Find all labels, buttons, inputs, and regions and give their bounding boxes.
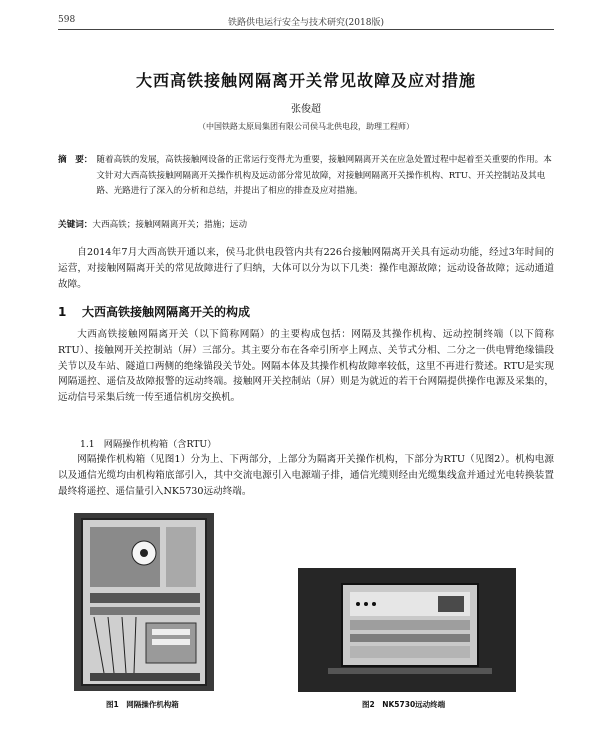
abstract-label: 摘 要： — [58, 155, 93, 165]
section-heading — [58, 303, 554, 320]
intro-paragraph: 自2014年7月大西高铁开通以来，侯马北供电段管内共有226台接触网隔离开关具有远动功能，经过3年时间的运营，对接触网隔离开关的常见故障进行了归纳，大体可以分为以下几类：操作电源故障；远动设备故障；远动通道故障。 — [58, 247, 554, 290]
keywords-label: 关键词： — [58, 220, 93, 230]
section-paragraph-1: 大西高铁接触网隔离开关（以下简称网隔）的主要构成包括：网隔及其操作机构、远动控制终端（以下简称RTU）、接触网开关控制站（屏）三部分。其主要分布在各牵引所亭上网点、关节式分相、二分之一供电臂绝缘锚段关节以及车站、隧道口两侧的绝缘锚段关节处。网隔本体及其操作机构故障率较低，这里不再进行赘述。RTU是实现网隔遥控、遥信及故障报警的远动终端。接触网开关控制站（屏）则是为就近的若干台网隔提供操作电源及采集的，远动信号采集后统一传至通信机房交换机。 — [58, 329, 554, 404]
page-number: 598 — [58, 15, 76, 25]
figure-2-image — [298, 568, 516, 692]
running-header — [58, 13, 554, 29]
keywords — [58, 218, 554, 233]
abstract — [58, 153, 554, 200]
section-paragraph-2: 网隔操作机构箱（见图1）分为上、下两部分，上部分为隔离开关操作机构，下部分为RTU（见图2）。机构电源以及通信光缆均由机构箱底部引入，其中交流电源引入电源端子排，通信光缆则经由光缆集线盒并通过光电转换装置最终将遥控、遥信量引入NK5730远动终端。 — [58, 454, 554, 497]
abstract-text: 随着高铁的发展，高铁接触网设备的正常运行变得尤为重要，接触网隔离开关在应急处置过程中起着至关重要的作用。本文针对大西高铁接触网隔离开关操作机构及远动部分常见故障，对接触网隔离开关操作机构、RTU、开关控制站及其电路、光路进行了深入的分析和总结，并提出了相应的排查及应对措施。 — [96, 155, 552, 196]
header-rule — [58, 29, 554, 30]
article-author: 张俊超 — [291, 104, 321, 115]
keywords-text: 大西高铁；接触网隔离开关；措施；远动 — [92, 220, 248, 230]
figure-1-image — [74, 513, 214, 691]
author-affiliation: （中国铁路太原局集团有限公司侯马北供电段，助理工程师） — [198, 122, 414, 131]
subsection-heading: 1.1 网隔操作机构箱（含RTU） — [80, 439, 217, 450]
section-title: 大西高铁接触网隔离开关的构成 — [82, 305, 251, 319]
figure-2-caption: 图2 NK5730远动终端 — [362, 700, 446, 709]
journal-title: 铁路供电运行安全与技术研究(2018版) — [228, 18, 384, 28]
figure-1-caption: 图1 网隔操作机构箱 — [106, 700, 179, 709]
article-title: 大西高铁接触网隔离开关常见故障及应对措施 — [135, 71, 476, 90]
section-number: 1 — [58, 305, 67, 319]
